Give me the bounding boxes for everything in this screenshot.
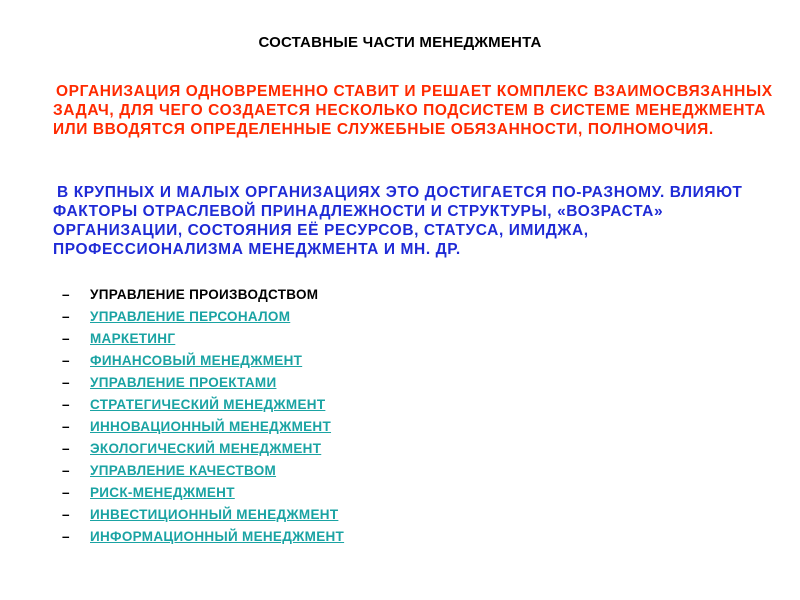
list-item: [62, 507, 344, 529]
management-components-list: [62, 287, 344, 551]
list-item: [62, 331, 344, 353]
list-item-link[interactable]: СТРАТЕГИЧЕСКИЙ МЕНЕДЖМЕНТ: [90, 397, 326, 412]
list-item: [62, 309, 344, 331]
list-item-label: УПРАВЛЕНИЕ ПРОИЗВОДСТВОМ: [90, 287, 319, 302]
bullet-dash: –: [62, 375, 70, 390]
bullet-dash: –: [62, 287, 70, 302]
list-item-link[interactable]: УПРАВЛЕНИЕ ПЕРСОНАЛОМ: [90, 309, 291, 324]
bullet-dash: –: [62, 507, 70, 522]
list-item-link[interactable]: ИНФОРМАЦИОННЫЙ МЕНЕДЖМЕНТ: [90, 529, 345, 544]
list-item-link[interactable]: ИНВЕСТИЦИОННЫЙ МЕНЕДЖМЕНТ: [90, 507, 339, 522]
bullet-dash: –: [62, 397, 70, 412]
list-item-link[interactable]: УПРАВЛЕНИЕ КАЧЕСТВОМ: [90, 463, 277, 478]
list-item: [62, 353, 344, 375]
list-item: [62, 529, 344, 551]
bullet-dash: –: [62, 441, 70, 456]
intro-paragraph-blue: В КРУПНЫХ И МАЛЫХ ОРГАНИЗАЦИЯХ ЭТО ДОСТИГАЕТСЯ ПО-РАЗНОМУ. ВЛИЯЮТ ФАКТОРЫ ОТРАСЛЕВОЙ ПРИНАДЛЕЖНОСТИ И СТРУКТУРЫ, «ВОЗРАСТА» ОРГАНИЗАЦИИ, СОСТОЯНИЯ ЕЁ РЕСУРСОВ, СТАТУСА, ИМИДЖА, ПРОФЕССИОНАЛИЗМА МЕНЕДЖМЕНТА И МН. ДР.: [53, 184, 743, 258]
bullet-dash: –: [62, 485, 70, 500]
bullet-dash: –: [62, 331, 70, 346]
list-item: [62, 419, 344, 441]
list-item-link[interactable]: ИННОВАЦИОННЫЙ МЕНЕДЖМЕНТ: [90, 419, 332, 434]
list-item: [62, 397, 344, 419]
bullet-dash: –: [62, 419, 70, 434]
bullet-dash: –: [62, 353, 70, 368]
list-item: [62, 485, 344, 507]
bullet-dash: –: [62, 463, 70, 478]
list-item-link[interactable]: ЭКОЛОГИЧЕСКИЙ МЕНЕДЖМЕНТ: [90, 441, 322, 456]
list-item: [62, 287, 344, 309]
list-item: [62, 375, 344, 397]
list-item-link[interactable]: РИСК-МЕНЕДЖМЕНТ: [90, 485, 235, 500]
slide-title: СОСТАВНЫЕ ЧАСТИ МЕНЕДЖМЕНТА: [258, 34, 542, 51]
list-item: [62, 441, 344, 463]
bullet-dash: –: [62, 309, 70, 324]
list-item-link[interactable]: МАРКЕТИНГ: [90, 331, 176, 346]
list-item-link[interactable]: ФИНАНСОВЫЙ МЕНЕДЖМЕНТ: [90, 353, 303, 368]
intro-paragraph-red: ОРГАНИЗАЦИЯ ОДНОВРЕМЕННО СТАВИТ И РЕШАЕТ КОМПЛЕКС ВЗАИМОСВЯЗАННЫХ ЗАДАЧ, ДЛЯ ЧЕГО СОЗДАЕТСЯ НЕСКОЛЬКО ПОДСИСТЕМ В СИСТЕМЕ МЕНЕДЖМЕНТА ИЛИ ВВОДЯТСЯ ОПРЕДЕЛЕННЫЕ СЛУЖЕБНЫЕ ОБЯЗАННОСТИ, ПОЛНОМОЧИЯ.: [53, 83, 773, 138]
list-item: [62, 463, 344, 485]
bullet-dash: –: [62, 529, 70, 544]
list-item-link[interactable]: УПРАВЛЕНИЕ ПРОЕКТАМИ: [90, 375, 277, 390]
